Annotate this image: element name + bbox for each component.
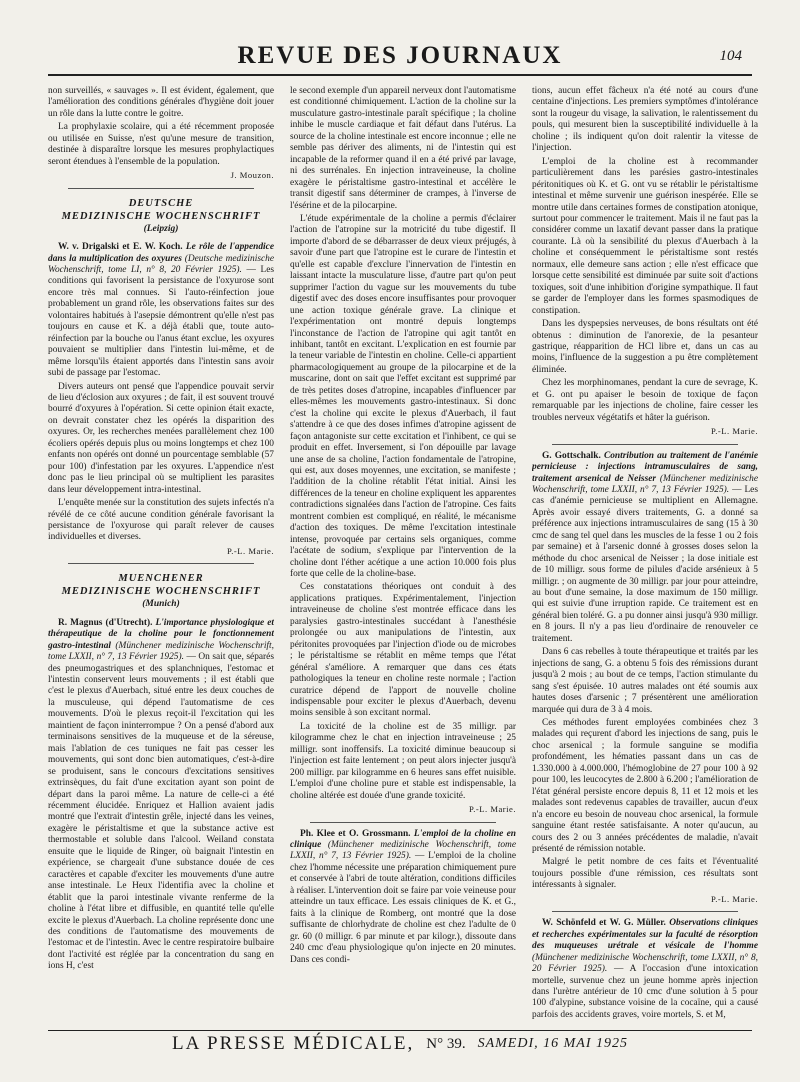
article-abstract <box>532 451 758 646</box>
column-middle <box>290 86 516 1028</box>
publication-name: LA PRESSE MÉDICALE, <box>171 1033 415 1054</box>
article-columns <box>48 86 760 1028</box>
author-signature: P.-L. Marie. <box>710 893 758 904</box>
journal-city: (Munich) <box>142 599 180 610</box>
journal-name-line: DEUTSCHE <box>128 197 194 209</box>
paragraph: L'enquête menée sur la constitution des sujets infectés n'a révélé de ce côté aucune condition générale favorisant la persistance de l'oxyurose qui paraît relever de causes individuelles et diverses. <box>48 498 274 543</box>
journal-heading <box>48 197 274 223</box>
article-title: Contribution au traitement de l'anémie pernicieuse : injections intramusculaires de sang, traitement arsenical de Neisser <box>532 450 758 484</box>
author-signature: P.-L. Marie. <box>226 545 274 556</box>
divider <box>552 911 738 912</box>
article-authors: W. v. Drigalski et E. W. Koch. <box>58 242 183 253</box>
running-header <box>48 40 752 76</box>
paragraph: non surveillés, « sauvages ». Il est évident, également, que l'amélioration des conditions générales d'hygiène doit jouer un rôle dans la lutte contre le goitre. <box>48 86 274 119</box>
paragraph: L'emploi de la choline est à recommander particulièrement dans les parésies gastro-intestinales péritonitiques où K. et G. ont vu se rétablir le péristaltisme intestinal et même survenir une guérison inespérée. Elle se montre utile dans certaines formes de constipation atonique, surtout pour commencer le traitement. Mais il ne faut pas la considérer comme un laxatif devant passer dans la pratique courante. Là où la sensibilité du plexus d'Auerbach à la choline et conséquemment le péristaltisme sont restés normaux, elle demeure sans action ; elle n'est efficace que lorsque cette sensibilité est diminuée par suite soit d'actions toxiques, soit d'une inhibition d'origine sympathique. Il faut se garder de l'employer dans les formes spasmodiques de constipation. <box>532 156 758 316</box>
paragraph: Chez les morphinomanes, pendant la cure de sevrage, K. et G. ont pu apaiser le besoin de toxique de façon remarquable par les injections de choline, faire cesser les troubles nerveux végétatifs et hâter la guérison. <box>532 378 758 423</box>
article-reference: (Deutsche medizinische Wochenschrift, tome LI, n° 8, 20 Février 1925). <box>48 253 274 275</box>
page-footer <box>48 1030 752 1057</box>
author-signature: P.-L. Marie. <box>710 426 758 437</box>
column-left <box>48 86 274 1028</box>
paragraph: le second exemple d'un appareil nerveux dont l'automatisme est conditionné chimiquement. L'action de la choline sur la musculature gastro-intestinale paraît spécifique ; la choline inhibe le muscle cardiaque et fait défaut dans l'utérus. La source de la choline intestinale est encore inconnue ; elle ne semble pas dériver des aliments, ni de l'intestin qui est incapable de la reformer quand il en a été privé par lavage, ni des surrénales. En injection intraveineuse, la choline exagère le péristaltisme gastro-intestinal et accélère le transit digestif sans déterminer de crampes, à l'inverse de l'ésérine et de la pilocarpine. <box>290 86 516 211</box>
article-authors: R. Magnus (d'Utrecht). <box>58 617 153 628</box>
article-text: — A l'occasion d'une intoxication mortelle, survenue chez un jeune homme après injection dans l'urètre antérieur de 10 cmc d'une solution à 5 pour 100 d'alypine, substance voisine de la cocaïne, qui a causé parfois des accidents graves, voire mortels, S. et M, <box>532 964 758 1020</box>
issue-number: N° 39. <box>426 1035 466 1052</box>
article-authors: G. Gottschalk. <box>542 450 601 461</box>
article-abstract <box>532 918 758 1021</box>
article-title: Observations cliniques et recherches expérimentales sur la faculté de résorption des muqueuses urétrale et vésicale de l'homme <box>532 918 758 952</box>
author-signature: P.-L. Marie. <box>468 804 516 815</box>
paragraph: La toxicité de la choline est de 35 milligr. par kilogramme chez le chat en injection intraveineuse ; 25 milligr. sont inoffensifs. La toxicité diminue beaucoup si l'injection est faite lentement ; on peut alors injecter jusqu'à 200 milligr. par kilogramme en 6 heures sans effet nuisible. L'emploi d'une choline pure et stable est indispensable, la choline altérée est douée d'une grande toxicité. <box>290 721 516 801</box>
article-text: — On sait que, séparés des pneumogastriques et des splanchniques, l'estomac et l'intestin conservent leurs mouvements ; il est établi que c'est le plexus d'Auerbach, situé entre les deux couches de la musculeuse, qui dépend l'automatisme de ces mouvements. D'où le plexus reçoit-il l'excitation qui les maintient de façon ininterrompue ? On a pensé d'abord aux terminaisons sensitives de la muqueuse et de la séreuse, mais l'ablation de ces tuniques ne fait pas cesser les mouvements, qui sont donc bien automatiques, c'est-à-dire se produisent, sans le concours d'excitations sensitives extrinsèques, du fait d'une excitation ayant son point de départ dans la paroi même. La nature de celle-ci a été récemment élucidée. Enriquez et Hallion avaient jadis montré que l'extrait d'intestin grêle, injecté dans les veines, exagère le péristaltisme et que la substance active est thermostable et soluble dans l'alcool. Weiland constata ensuite que le liquide de Ringer, où baignait l'intestin en expérience, se chargeait d'une substance douée de ces caractères et capable d'exciter les mouvements d'une autre anse intestinale. Le Heux l'identifia avec la choline et établit que la paroi intestinale vivante renferme de la choline à l'état libre et diffusible, en quantité telle qu'elle excite le plexus d'Auerbach. La choline représente donc une des conditions de l'automatisme des mouvements de l'estomac et de l'intestin. Avec le centre respiratoire bulbaire dont l'activité est réglée par la concentration du sang en ions H, c'est <box>48 652 274 972</box>
paragraph: Dans les dyspepsies nerveuses, de bons résultats ont été obtenus : diminution de l'anorexie, de la pesanteur gastrique, réapparition de HCl libre et, dans un cas au moins, l'influence de la suggestion a pu être complètement éliminée. <box>532 319 758 375</box>
article-title: Le rôle de l'appendice dans la multiplication des oxyures <box>48 242 274 264</box>
column-right <box>532 86 758 1028</box>
section-title: REVUE DES JOURNAUX <box>237 42 563 69</box>
article-title: L'emploi de la choline en clinique <box>290 828 516 850</box>
article-title: L'importance physiologique et thérapeutique de la choline pour le fonctionnement gastro-intestinal <box>48 617 274 651</box>
article-reference: (Münchener medizinische Wochenschrift, tome LXXII, n° 7, 13 Février 1925). <box>290 840 516 862</box>
article-abstract <box>290 829 516 966</box>
paragraph: Malgré le petit nombre de ces faits et l'éventualité toujours possible d'une rémission, ces résultats sont intéressants à signaler. <box>532 857 758 891</box>
paragraph: La prophylaxie scolaire, qui a été récemment proposée ou utilisée en Suisse, n'est qu'une mesure de transition, destinée à disparaître lorsque les mesures prophylactiques seront étendues à l'ensemble de la population. <box>48 122 274 167</box>
journal-name-line: MEDIZINISCHE WOCHENSCHRIFT <box>61 210 261 222</box>
divider <box>310 822 496 823</box>
paragraph: tions, aucun effet fâcheux n'a été noté au cours d'une centaine d'injections. Les premiers symptômes d'intolérance sont la rougeur du visage, la salivation, le ralentissement du pouls, qui mesurent bien la susceptibilité individuelle à la choline ; ils indiquent qu'on doit ralentir la vitesse de l'injection. <box>532 86 758 154</box>
article-abstract <box>48 618 274 973</box>
author-signature: J. Mouzon. <box>230 170 274 181</box>
paragraph: Ces méthodes furent employées combinées chez 3 malades qui reçurent d'abord les injections de sang, puis le choc arsenical ; la formule sanguine se modifia profondément, les hématies passant dans un cas de 1.330.000 à 4.000.000, l'hémoglobine de 27 pour 100 à 92 pour 100, les leucocytes de 2.800 à 6.200 ; l'amélioration de l'état général persiste encore depuis 8, 11 et 12 mois et les malades sont redevenus capables de travailler, aucun d'eux n'a encore eu besoin de nouveau choc arsenical, la formule sanguine étant restée satisfaisante. A noter qu'aucun, au cours des 2 ou 3 années précédentes de maladie, n'avait présenté de rémission notable. <box>532 718 758 854</box>
article-text: — L'emploi de la choline chez l'homme nécessite une préparation chimiquement pure et conservée à l'abri de toute altération, conditions difficiles à réaliser. L'intervention doit se faire par voie veineuse pour atteindre un taux efficace. Les essais cliniques de K. et G., faits à la clinique de Romberg, ont montré que la dose suffisante de chlorhydrate de choline est chez l'adulte de 0 gr. 60 (0 milligr. 6 par minute et par kilogr.), dissoute dans 240 cmc d'eau physiologique qu'on injecte en 20 minutes. Dans ces condi- <box>290 851 516 965</box>
article-reference: (Münchener medizinische Wochenschrift, tome LXXII, n° 8, 20 Février 1925). <box>532 952 758 975</box>
article-authors: Ph. Klee et O. Grossmann. <box>300 828 411 839</box>
journal-name-line: MUENCHENER <box>118 573 204 585</box>
journal-city: (Leipzig) <box>143 223 179 234</box>
paragraph: Dans 6 cas rebelles à toute thérapeutique et traités par les injections de sang, G. a obtenu 5 fois des rémissions durant jusqu'à 2 mois ; au bout de ce temps, l'action stimulante du sang s'est épuisée. 10 autres malades ont été soumis aux hautes doses d'arsenic ; 7 présentèrent une amélioration marquée qui dura de 3 à 4 mois. <box>532 647 758 715</box>
article-abstract <box>48 242 274 379</box>
paragraph: L'étude expérimentale de la choline a permis d'éclairer l'action de l'atropine sur la motricité du tube digestif. Il importe d'abord de se débarrasser de deux vieux préjugés, à savoir d'une part que l'atropine est le curare de l'intestin et qu'elle est capable d'exclure l'innervation de l'intestin en laissant intacte la musculature lisse, d'autre part qu'on peut supprimer l'action du vague sur les mouvements du tube digestif avec des doses encore insuffisantes pour provoquer une action toxique générale grave. La clinique et l'expérimentation ont montré depuis longtemps l'inconstance de l'action de l'atropine qui agit tantôt en inhibant, tantôt en excitant. L'explication en est fournie par la teneur variable de l'intestin en choline. Celle-ci appartient pharmacologiquement au groupe de la pilocarpine et de la muscarine, dont on sait que l'effet excitant est supprimé par de très petites doses d'atropine, incapables d'influencer par elles-mêmes les mouvements gastro-intestinaux. Si donc c'est la choline qui excite le plexus d'Auerbach, il faut s'attendre à ce que des doses infimes d'atropine agissent de façon antagoniste sur cette excitation et l'inhibent, ce qui se produit en effet. Inversement, si l'on dépouille par lavage une anse de sa choline, l'action fondamentale de l'atropine, qui est, aux doses moyennes, une excitation, se manifeste ; l'addition de la choline rétablit l'état initial. Ainsi les différences de la teneur en choline expliquent les apparentes contradictions signalées dans l'action de l'atropine. Ces faits montrent combien est compliqué, en réalité, le mécanisme d'action des toxiques. De même l'excitation intestinale intense, provoquée par certains sels organiques, comme l'acétate de sodium, s'explique par l'intervention de la choline dont l'éther acétique a une action 10.000 fois plus forte que celle de la choline-base. <box>290 213 516 580</box>
article-authors: W. Schönfeld et W. G. Müller. <box>542 918 666 929</box>
divider <box>68 563 254 564</box>
journal-name-line: MEDIZINISCHE WOCHENSCHRIFT <box>61 586 261 598</box>
divider <box>68 188 254 189</box>
article-reference: (Münchener medizinische Wochenschrift, tome LXXII, n° 7, 13 Février 1925). <box>48 640 274 663</box>
page-number: 104 <box>719 48 742 64</box>
paragraph: Ces constatations théoriques ont conduit à des applications pratiques. Expérimentalement, l'injection intraveineuse de choline s'est montrée efficace dans les paralysies gastro-intestinales succédant à l'anesthésie prolongée ou aux manipulations de l'intestin, aux péritonites provoquées par l'injection d'iode ou de microbes ; le péristaltisme se rétablit en même temps que l'état général s'améliore. A remarquer que dans ces états pathologiques la teneur en choline reste normale ; l'action curatrice dépend de l'apport de nouvelle choline indispensable pour exciter le plexus d'Auerbach, devenu moins sensible à son excitant normal. <box>290 582 516 719</box>
journal-heading <box>48 572 274 598</box>
article-text: — Les conditions qui favorisent la persistance de l'oxyurose sont encore très mal connues. Si l'auto-réinfection joue probablement un grand rôle, les observations faites sur des volontaires habitués à l'asepsie démontrent qu'elle n'est pas toujours en cause et K. a déjà établi que, toute auto-réinfection par la bouche ou l'anus étant exclue, les oxyures pouvaient se multiplier dans l'intestin lui-même, et de même lorsqu'ils étaient apportés dans l'intestin sans avoir subi de passage par l'estomac. <box>48 264 274 379</box>
divider <box>552 444 738 445</box>
article-text: — Les cas d'anémie pernicieuse se multiplient en Allemagne. Après avoir essayé divers traitements, G. a donné sa préférence aux injections intramusculaires de sang (15 à 30 cmc de sang tel quel dans les muscles de la fesse 1 ou 2 fois par semaine) et à l'arsenic donné à grosses doses selon la méthode du choc arsenical de Neisser ; la dose initiale est de 10 milligr. sous forme de pilules d'acide arsénieux à 5 milligr. ; on augmente de 30 milligr. par jour pour atteindre, au bout d'une semaine, la dose maximum de 150 milligr. qui est suivie d'une irruption rapide. Ce traitement est en général bien toléré. G. a pu donner ainsi jusqu'à 930 milligr. en 8 jours. Il n'y a pas lieu d'ordinaire de renouveler ce traitement. <box>532 484 758 644</box>
issue-date: SAMEDI, 16 MAI 1925 <box>477 1036 629 1051</box>
article-reference: (Münchener medizinische Wochenschrift, tome LXXII, n° 7, 13 Février 1925). <box>532 473 758 495</box>
paragraph: Divers auteurs ont pensé que l'appendice pouvait servir de lieu d'éclosion aux oxyures ; de fait, il est souvent trouvé bourré d'oxyures à l'opération. Si cette opinion était exacte, on devrait constater chez les opérés la disparition des oxyures. Or, les recherches menées parallèlement chez 100 écoliers opérés depuis plus ou moins longtemps et chez 100 enfants non opérés ont donné un pourcentage semblable (57 pour 100) d'infestation par les oxyures. L'appendice n'est donc pas le lieu principal où se multiplient les parasites dans leur développement intra-intestinal. <box>48 381 274 495</box>
